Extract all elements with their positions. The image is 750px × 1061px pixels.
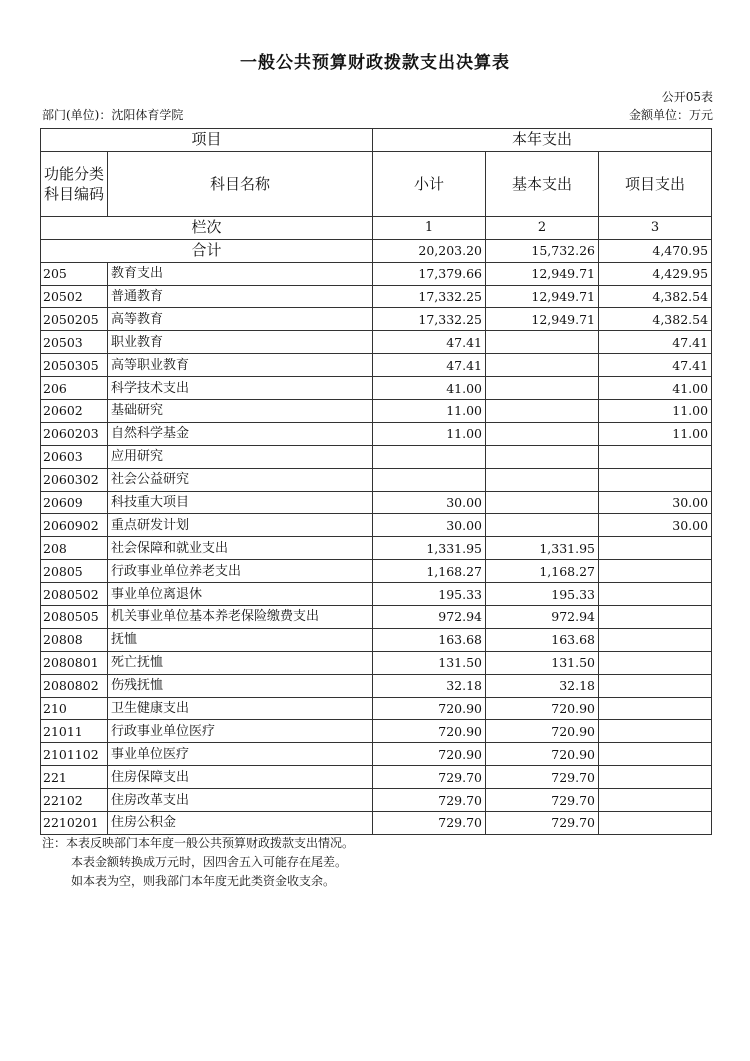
header-subject-name: 科目名称 bbox=[108, 151, 373, 216]
table-row bbox=[41, 628, 712, 651]
row-basic: 972.94 bbox=[486, 606, 599, 629]
row-project: 11.00 bbox=[599, 422, 712, 445]
row-subject-name: 抚恤 bbox=[108, 628, 373, 651]
table-row bbox=[41, 606, 712, 629]
table-row bbox=[41, 674, 712, 697]
row-subtotal: 47.41 bbox=[373, 331, 486, 354]
row-basic bbox=[486, 400, 599, 423]
row-subject-name: 重点研发计划 bbox=[108, 514, 373, 537]
row-project bbox=[599, 445, 712, 468]
row-code: 2060302 bbox=[41, 468, 108, 491]
row-project: 47.41 bbox=[599, 331, 712, 354]
row-subtotal: 131.50 bbox=[373, 651, 486, 674]
row-project: 4,382.54 bbox=[599, 308, 712, 331]
row-subject-name: 死亡抚恤 bbox=[108, 651, 373, 674]
table-row bbox=[41, 812, 712, 835]
table-row bbox=[41, 651, 712, 674]
row-subtotal: 720.90 bbox=[373, 720, 486, 743]
row-basic: 720.90 bbox=[486, 697, 599, 720]
row-project bbox=[599, 812, 712, 835]
row-project bbox=[599, 789, 712, 812]
row-code: 20602 bbox=[41, 400, 108, 423]
row-code: 20808 bbox=[41, 628, 108, 651]
header-row-2 bbox=[41, 151, 712, 216]
header-basic: 基本支出 bbox=[486, 151, 599, 216]
row-code: 22102 bbox=[41, 789, 108, 812]
row-subtotal: 17,332.25 bbox=[373, 285, 486, 308]
table-row bbox=[41, 354, 712, 377]
row-code: 2080502 bbox=[41, 583, 108, 606]
row-basic bbox=[486, 377, 599, 400]
row-code: 2060902 bbox=[41, 514, 108, 537]
row-project bbox=[599, 468, 712, 491]
table-row bbox=[41, 422, 712, 445]
row-basic bbox=[486, 331, 599, 354]
row-code: 2080802 bbox=[41, 674, 108, 697]
row-subtotal: 1,331.95 bbox=[373, 537, 486, 560]
row-project: 30.00 bbox=[599, 514, 712, 537]
row-code: 2050305 bbox=[41, 354, 108, 377]
row-subject-name: 事业单位离退休 bbox=[108, 583, 373, 606]
header-item: 项目 bbox=[41, 129, 373, 152]
col-index-1: 1 bbox=[373, 216, 486, 239]
row-subject-name: 职业教育 bbox=[108, 331, 373, 354]
row-subtotal: 729.70 bbox=[373, 789, 486, 812]
row-code: 21011 bbox=[41, 720, 108, 743]
row-subject-name: 住房保障支出 bbox=[108, 766, 373, 789]
row-subtotal: 47.41 bbox=[373, 354, 486, 377]
table-row bbox=[41, 583, 712, 606]
table-row bbox=[41, 514, 712, 537]
note-line-1: 注：本表反映部门本年度一般公共预算财政拨款支出情况。 bbox=[42, 836, 355, 850]
row-code: 2101102 bbox=[41, 743, 108, 766]
row-subtotal: 720.90 bbox=[373, 743, 486, 766]
row-code: 210 bbox=[41, 697, 108, 720]
row-code: 2060203 bbox=[41, 422, 108, 445]
header-project: 项目支出 bbox=[599, 151, 712, 216]
row-basic bbox=[486, 354, 599, 377]
row-code: 2210201 bbox=[41, 812, 108, 835]
row-basic: 12,949.71 bbox=[486, 308, 599, 331]
row-project: 47.41 bbox=[599, 354, 712, 377]
row-project bbox=[599, 674, 712, 697]
table-row bbox=[41, 720, 712, 743]
total-label: 合计 bbox=[41, 239, 373, 262]
row-subtotal: 17,379.66 bbox=[373, 262, 486, 285]
row-project bbox=[599, 583, 712, 606]
header-row-1 bbox=[41, 129, 712, 152]
col-index-3: 3 bbox=[599, 216, 712, 239]
row-subtotal: 729.70 bbox=[373, 766, 486, 789]
row-subtotal: 720.90 bbox=[373, 697, 486, 720]
row-code: 20502 bbox=[41, 285, 108, 308]
row-basic: 729.70 bbox=[486, 812, 599, 835]
amount-unit-label: 金额单位：万元 bbox=[628, 108, 713, 122]
row-subject-name: 高等教育 bbox=[108, 308, 373, 331]
row-subject-name: 自然科学基金 bbox=[108, 422, 373, 445]
table-row bbox=[41, 537, 712, 560]
expense-table bbox=[40, 128, 712, 835]
row-subject-name: 机关事业单位基本养老保险缴费支出 bbox=[108, 606, 373, 629]
row-subject-name: 社会保障和就业支出 bbox=[108, 537, 373, 560]
row-project: 41.00 bbox=[599, 377, 712, 400]
row-subtotal: 41.00 bbox=[373, 377, 486, 400]
row-subject-name: 科技重大项目 bbox=[108, 491, 373, 514]
row-basic: 163.68 bbox=[486, 628, 599, 651]
row-subtotal: 11.00 bbox=[373, 422, 486, 445]
row-project bbox=[599, 697, 712, 720]
col-index-2: 2 bbox=[486, 216, 599, 239]
row-subtotal: 729.70 bbox=[373, 812, 486, 835]
row-subject-name: 基础研究 bbox=[108, 400, 373, 423]
row-subtotal: 163.68 bbox=[373, 628, 486, 651]
row-project bbox=[599, 651, 712, 674]
table-row bbox=[41, 285, 712, 308]
row-subject-name: 行政事业单位养老支出 bbox=[108, 560, 373, 583]
row-code: 20503 bbox=[41, 331, 108, 354]
row-project bbox=[599, 628, 712, 651]
header-subtotal: 小计 bbox=[373, 151, 486, 216]
table-row bbox=[41, 491, 712, 514]
col-index-label: 栏次 bbox=[41, 216, 373, 239]
row-basic: 720.90 bbox=[486, 720, 599, 743]
header-func-code bbox=[41, 151, 108, 216]
row-subject-name: 伤残抚恤 bbox=[108, 674, 373, 697]
row-subject-name: 行政事业单位医疗 bbox=[108, 720, 373, 743]
department-label: 部门(单位)：沈阳体育学院 bbox=[42, 108, 184, 122]
row-code: 20805 bbox=[41, 560, 108, 583]
row-basic: 720.90 bbox=[486, 743, 599, 766]
row-code: 2050205 bbox=[41, 308, 108, 331]
row-subject-name: 事业单位医疗 bbox=[108, 743, 373, 766]
row-subject-name: 住房公积金 bbox=[108, 812, 373, 835]
row-basic: 32.18 bbox=[486, 674, 599, 697]
row-code: 206 bbox=[41, 377, 108, 400]
total-row bbox=[41, 239, 712, 262]
row-project bbox=[599, 606, 712, 629]
form-number: 公开05表 bbox=[661, 90, 713, 104]
table-row bbox=[41, 262, 712, 285]
notes bbox=[42, 834, 354, 891]
row-project: 4,382.54 bbox=[599, 285, 712, 308]
total-basic: 15,732.26 bbox=[486, 239, 599, 262]
row-subject-name: 住房改革支出 bbox=[108, 789, 373, 812]
row-subject-name: 应用研究 bbox=[108, 445, 373, 468]
row-code: 2080801 bbox=[41, 651, 108, 674]
header-func-code-text: 功能分类科目编码 bbox=[43, 164, 104, 203]
row-basic: 12,949.71 bbox=[486, 262, 599, 285]
row-subject-name: 卫生健康支出 bbox=[108, 697, 373, 720]
row-subtotal: 1,168.27 bbox=[373, 560, 486, 583]
row-subtotal: 32.18 bbox=[373, 674, 486, 697]
table-row bbox=[41, 445, 712, 468]
row-basic: 729.70 bbox=[486, 766, 599, 789]
table-row bbox=[41, 743, 712, 766]
row-basic: 729.70 bbox=[486, 789, 599, 812]
row-subtotal bbox=[373, 445, 486, 468]
row-project bbox=[599, 766, 712, 789]
row-basic: 131.50 bbox=[486, 651, 599, 674]
row-subject-name: 高等职业教育 bbox=[108, 354, 373, 377]
header-current-year-expense: 本年支出 bbox=[373, 129, 712, 152]
note-line-2: 本表金额转换成万元时，因四舍五入可能存在尾差。 bbox=[71, 855, 348, 869]
row-code: 208 bbox=[41, 537, 108, 560]
row-subtotal: 972.94 bbox=[373, 606, 486, 629]
row-subtotal: 30.00 bbox=[373, 514, 486, 537]
row-project: 11.00 bbox=[599, 400, 712, 423]
row-code: 205 bbox=[41, 262, 108, 285]
row-code: 20609 bbox=[41, 491, 108, 514]
total-subtotal: 20,203.20 bbox=[373, 239, 486, 262]
table-row bbox=[41, 789, 712, 812]
row-basic: 1,168.27 bbox=[486, 560, 599, 583]
table-row bbox=[41, 308, 712, 331]
row-code: 20603 bbox=[41, 445, 108, 468]
row-basic bbox=[486, 491, 599, 514]
row-code: 2080505 bbox=[41, 606, 108, 629]
row-subject-name: 科学技术支出 bbox=[108, 377, 373, 400]
row-basic bbox=[486, 514, 599, 537]
table-row bbox=[41, 400, 712, 423]
table-row bbox=[41, 468, 712, 491]
table-row bbox=[41, 331, 712, 354]
page-title: 一般公共预算财政拨款支出决算表 bbox=[240, 53, 510, 73]
table-row bbox=[41, 377, 712, 400]
row-subject-name: 社会公益研究 bbox=[108, 468, 373, 491]
row-subject-name: 教育支出 bbox=[108, 262, 373, 285]
table-row bbox=[41, 766, 712, 789]
row-project: 4,429.95 bbox=[599, 262, 712, 285]
total-project: 4,470.95 bbox=[599, 239, 712, 262]
row-basic bbox=[486, 422, 599, 445]
row-subtotal: 30.00 bbox=[373, 491, 486, 514]
row-subject-name: 普通教育 bbox=[108, 285, 373, 308]
row-basic bbox=[486, 445, 599, 468]
row-project bbox=[599, 560, 712, 583]
row-project bbox=[599, 720, 712, 743]
row-code: 221 bbox=[41, 766, 108, 789]
row-subtotal bbox=[373, 468, 486, 491]
row-project: 30.00 bbox=[599, 491, 712, 514]
row-project bbox=[599, 743, 712, 766]
table-row bbox=[41, 697, 712, 720]
row-basic: 12,949.71 bbox=[486, 285, 599, 308]
table-row bbox=[41, 560, 712, 583]
note-line-3: 如本表为空，则我部门本年度无此类资金收支余。 bbox=[71, 874, 336, 888]
row-subtotal: 11.00 bbox=[373, 400, 486, 423]
row-subtotal: 195.33 bbox=[373, 583, 486, 606]
row-basic bbox=[486, 468, 599, 491]
header-row-index bbox=[41, 216, 712, 239]
row-basic: 1,331.95 bbox=[486, 537, 599, 560]
row-basic: 195.33 bbox=[486, 583, 599, 606]
row-subtotal: 17,332.25 bbox=[373, 308, 486, 331]
row-project bbox=[599, 537, 712, 560]
